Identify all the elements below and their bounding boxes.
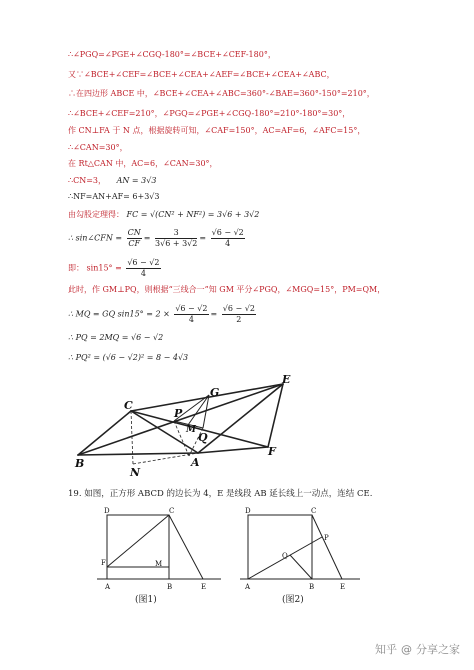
fraction-denominator: 4 (188, 315, 194, 324)
solution-line-11: ∴ sin∠CFN = $\frac{CN}{CF}$ = $\frac{3}{3√6 + 3√2}$ = $\frac{√6 - √2}{4}$ (68, 228, 244, 248)
solution-line-15: ∴ PQ = 2MQ = √6 − √2 (68, 333, 164, 342)
fraction-mq-1 (174, 304, 208, 325)
sin-cfn-prefix: ∴ sin∠CFN = (68, 233, 125, 243)
label-b: B (309, 583, 315, 591)
question-number: 19. (68, 489, 82, 499)
figure-2-caption: (图2) (282, 595, 304, 605)
label-m: M (155, 560, 163, 568)
pythagoras-prefix: 由勾股定理得： (68, 210, 124, 219)
solution-line-1: ∴∠PGQ=∠PGE+∠CGQ-180°=∠BCE+∠CEF-180°， (68, 50, 276, 59)
label-a: A (191, 456, 200, 469)
label-g: G (210, 386, 220, 399)
figure-1-caption: (图1) (135, 595, 157, 605)
fraction-3-over-cf (155, 228, 197, 249)
at-sign-icon: @ (401, 642, 412, 656)
solution-line-10 (68, 209, 259, 220)
question-text: 如图，正方形 ABCD 的边长为 4，E 是线段 AB 延长线上一动点，连结 CE. (84, 489, 373, 499)
solution-line-13: 此时，作 GM⊥PQ，则根据“三线合一”知 GM 平分∠PGQ，∠MGQ=15°，PM=QM， (68, 285, 386, 294)
fraction-denominator: 2 (236, 315, 242, 324)
segment-ce (312, 515, 342, 579)
mq-prefix: ∴ MQ = GQ sin15° = 2 × (68, 309, 173, 319)
main-geometry-figure (70, 368, 310, 480)
solution-line-14: ∴ MQ = GQ sin15° = 2 × $\frac{√6 - √2}{4}$ = $\frac{√6 - √2}{2}$ (68, 304, 255, 324)
fraction-denominator: CF (128, 239, 141, 248)
question-19 (68, 487, 372, 499)
solution-line-16: ∴ PQ² = (√6 − √2)² = 8 − 4√3 (68, 353, 189, 362)
label-m: M (186, 425, 196, 435)
segment-qb (290, 555, 312, 579)
figure-2 (238, 505, 363, 595)
solution-line-8 (68, 175, 156, 186)
segment-bc (78, 411, 131, 455)
fraction-numerator: √6 − √2 (175, 304, 208, 313)
fraction-mq-2 (222, 304, 256, 325)
label-q: Q (198, 431, 208, 444)
label-f: F (268, 445, 276, 458)
label-e: E (201, 583, 207, 591)
label-b: B (75, 457, 85, 470)
label-a: A (105, 583, 111, 591)
fraction-numerator: 3 (155, 228, 197, 239)
solution-line-7: 在 Rt△CAN 中，AC=6，∠CAN=30°， (68, 159, 218, 168)
solution-line-12 (68, 258, 163, 279)
fraction-denominator: 4 (140, 269, 146, 278)
label-d: D (245, 507, 251, 515)
label-p: P (324, 534, 329, 542)
label-p: P (174, 407, 183, 420)
segment-af (198, 447, 268, 453)
label-b: B (167, 583, 173, 591)
segment-ba (78, 453, 198, 455)
fraction-numerator: √6 − √2 (211, 228, 244, 237)
fraction-sin-result (211, 228, 245, 249)
label-c: C (311, 507, 317, 515)
solution-line-4: ∴∠BCE+∠CEF=210°，∠PGQ=∠PGE+∠CGQ-180°=210°-180°=30°， (68, 109, 351, 118)
fraction-numerator: √6 − √2 (222, 304, 255, 313)
fraction-denominator: 3√6 + 3√2 (155, 239, 198, 248)
solution-line-5: 作 CN⊥FA 于 N 点，根据旋转可知，∠CAF=150°，AC=AF=6，∠AFC=15°， (68, 126, 366, 135)
solution-line-2: 又∵∠BCE+∠CEF=∠BCE+∠CEA+∠AEF=∠BCE+∠CEA+∠ABC， (68, 70, 335, 79)
fraction-denominator: 4 (225, 239, 231, 248)
fraction-numerator: CN (127, 228, 141, 237)
fraction-cn-cf (127, 228, 142, 249)
watermark-author: 分享之家 (416, 643, 460, 656)
fraction-numerator: √6 − √2 (127, 258, 160, 267)
label-d: D (104, 507, 110, 515)
solution-line-3: ∴在四边形 ABCE 中，∠BCE+∠CEA+∠ABC=360°-∠BAE=360°-150°=210°， (68, 89, 375, 98)
sin15-prefix: 即： sin15° = (68, 263, 125, 273)
segment-cn-dashed (131, 411, 133, 464)
an-value: AN = 3√3 (116, 176, 157, 185)
square-abcd (248, 515, 312, 579)
label-c: C (169, 507, 175, 515)
solution-line-9: ∴NF=AN+AF= 6+3√3 (68, 192, 160, 201)
label-a: A (245, 583, 251, 591)
fraction-sin15 (126, 258, 160, 279)
figure-1 (95, 505, 225, 595)
cn-value: ∴CN=3， (68, 176, 107, 185)
watermark-site: 知乎 (375, 643, 397, 656)
fc-formula: FC = √(CN² + NF²) = 3√6 + 3√2 (126, 210, 260, 219)
label-q: Q (282, 552, 288, 560)
label-n: N (130, 466, 141, 479)
label-e: E (282, 373, 291, 386)
zhihu-watermark (375, 641, 460, 657)
square-abcd (107, 515, 169, 579)
segment-ce (169, 515, 203, 579)
label-e: E (340, 583, 346, 591)
label-f: F (101, 559, 106, 567)
label-c: C (124, 399, 133, 412)
solution-line-6: ∴∠CAN=30°， (68, 143, 128, 152)
